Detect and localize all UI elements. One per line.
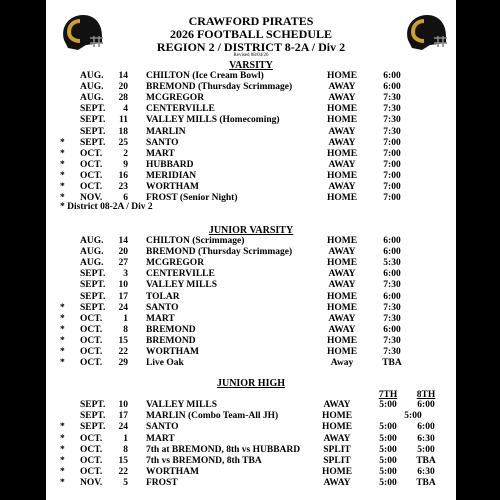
opponent: BREMOND [146,324,196,335]
location: AWAY [328,313,356,324]
location: AWAY [328,137,356,148]
kickoff-time: 7:30 [383,115,401,126]
table-row [46,115,456,126]
month: SEPT. [80,126,106,137]
table-row [46,82,456,93]
kickoff-time: 7:00 [383,148,401,159]
day: 24 [118,302,128,313]
day: 14 [118,236,128,246]
table-row [46,236,456,247]
day: 15 [118,456,128,466]
kickoff-time: 7:30 [383,347,401,357]
table-row [46,336,456,347]
opponent: MARLIN (Combo Team-All JH) [146,411,279,422]
day: 15 [118,335,128,346]
table-row [46,160,456,171]
table-row [46,358,456,369]
opponent: MCGREGOR [146,93,205,104]
location: AWAY [323,433,351,444]
table-row [46,71,456,82]
month: OCT. [80,433,103,444]
day: 18 [118,126,128,137]
location: AWAY [328,159,356,170]
kickoff-time: 6:00 [383,269,401,280]
kickoff-time: 7:00 [383,193,401,204]
location: HOME [326,104,358,115]
star-marker: * [60,422,65,433]
month: OCT. [80,324,103,335]
month: NOV. [80,193,103,204]
kickoff-time: 6:00 [383,291,401,302]
opponent: WORTHAM [146,182,199,192]
day: 4 [123,104,128,115]
location: AWAY [328,93,356,104]
opponent: MERIDIAN [146,170,197,181]
day: 5 [123,478,128,489]
time-7th: 5:00 [379,444,397,455]
table-row [46,93,456,104]
kickoff-time: 7:30 [383,335,401,346]
time-8th: TBA [416,478,436,489]
location: AWAY [323,400,351,410]
star-marker: * [60,148,65,159]
opponent: MCGREGOR [146,258,205,269]
star-marker: * [60,444,65,455]
month: SEPT. [80,280,106,291]
day: 27 [118,258,128,269]
star-marker: * [60,193,65,204]
star-marker: * [60,159,65,170]
star-marker: * [60,170,65,181]
location: HOME [326,170,358,181]
star-marker: * [60,358,65,369]
district-note: * District 08-2A / Div 2 [60,202,153,212]
month: SEPT. [80,269,106,280]
table-row [46,467,456,478]
time-8th: 6:00 [417,400,435,410]
day: 24 [118,422,128,433]
day: 23 [118,182,128,192]
schedule-sheet [46,0,456,500]
time-8th: 6:30 [417,467,435,478]
day: 25 [118,137,128,148]
time-8th: 6:30 [417,433,435,444]
opponent: SANTO [146,137,179,148]
month: SEPT. [80,400,106,410]
opponent: SANTO [146,422,179,433]
day: 2 [123,148,128,159]
star-marker: * [60,137,65,148]
table-row [46,138,456,149]
month: SEPT. [80,115,106,126]
time-7th: 5:00 [379,467,397,478]
jh-col-7th: 7TH [378,390,398,400]
opponent: VALLEY MILLS [146,400,218,410]
star-marker: * [60,313,65,324]
opponent: FROST [146,478,178,489]
kickoff-time: TBA [382,358,402,369]
location: HOME [321,422,353,433]
table-row [46,478,456,489]
opponent: Live Oak [146,358,184,369]
month: OCT. [80,148,103,159]
jv-heading: JUNIOR VARSITY [208,225,294,236]
day: 16 [118,170,128,181]
day: 20 [118,82,128,93]
jh-col-8th: 8TH [416,390,436,400]
opponent: CENTERVILLE [146,269,215,280]
location: HOME [326,193,358,204]
star-marker: * [60,467,65,478]
schedule-title: CRAWFORD PIRATES [188,14,314,28]
day: 29 [118,358,128,369]
schedule-subtitle: 2026 FOOTBALL SCHEDULE [169,27,333,41]
month: AUG. [80,82,104,93]
day: 11 [119,115,128,126]
day: 1 [123,433,128,444]
location: SPLIT [323,456,351,466]
day: 28 [118,93,128,104]
table-row [46,411,456,422]
table-row [46,422,456,433]
day: 17 [118,291,128,302]
month: OCT. [80,467,103,478]
star-marker: * [60,324,65,335]
kickoff-time: 6:00 [383,71,401,81]
location: HOME [326,258,358,269]
time-7th: 5:00 [379,456,397,466]
opponent: FROST (Senior Night) [146,193,238,204]
kickoff-time: 6:00 [383,236,401,246]
table-row [46,400,456,411]
day: 1 [123,313,128,324]
month: AUG. [80,258,104,269]
opponent: VALLEY MILLS [146,280,218,291]
opponent: CHILTON (Ice Cream Bowl) [146,71,264,81]
month: AUG. [80,93,104,104]
kickoff-time: 7:00 [383,137,401,148]
location: HOME [326,291,358,302]
varsity-heading: VARSITY [229,60,273,71]
month: OCT. [80,170,103,181]
kickoff-time: 7:30 [383,280,401,291]
opponent: HUBBARD [146,159,194,170]
location: AWAY [323,478,351,489]
location: AWAY [328,182,356,192]
star-marker: * [60,478,65,489]
opponent: BREMOND (Thursday Scrimmage) [146,247,293,258]
opponent: WORTHAM [146,347,199,357]
time-7th: 5:00 [379,478,397,489]
table-row [46,247,456,258]
month: AUG. [80,71,104,81]
time-7th: 5:00 [379,433,397,444]
opponent: BREMOND [146,335,196,346]
table-row [46,303,456,314]
location: HOME [326,347,358,357]
table-row [46,258,456,269]
day: 14 [118,71,128,81]
month: OCT. [80,444,103,455]
kickoff-time: 6:00 [383,324,401,335]
month: SEPT. [80,291,106,302]
location: AWAY [328,280,356,291]
table-row [46,292,456,303]
location: HOME [326,335,358,346]
time-combined: 5:00 [404,411,422,422]
table-row [46,127,456,138]
table-row [46,269,456,280]
location: HOME [321,467,353,478]
opponent: CENTERVILLE [146,104,215,115]
location: HOME [326,115,358,126]
day: 10 [118,400,128,410]
jh-heading: JUNIOR HIGH [216,378,286,389]
location: HOME [326,148,358,159]
table-row [46,280,456,291]
opponent: MART [146,148,175,159]
kickoff-time: 6:00 [383,247,401,258]
day: 3 [123,269,128,280]
day: 6 [123,193,128,204]
kickoff-time: 7:00 [383,182,401,192]
month: NOV. [80,478,103,489]
location: AWAY [328,82,356,93]
day: 22 [118,467,128,478]
month: OCT. [80,456,103,466]
table-row [46,171,456,182]
star-marker: * [60,456,65,466]
opponent: VALLEY MILLS (Homecoming) [146,115,280,126]
month: SEPT. [80,137,106,148]
kickoff-time: 7:30 [383,93,401,104]
day: 8 [123,444,128,455]
revised-date: Revised 08/04/26 [233,53,269,58]
table-row [46,445,456,456]
kickoff-time: 7:30 [383,104,401,115]
day: 8 [123,324,128,335]
kickoff-time: 7:00 [383,159,401,170]
month: OCT. [80,358,103,369]
location: HOME [326,236,358,246]
kickoff-time: 7:30 [383,302,401,313]
opponent: CHILTON (Scrimmage) [146,236,245,246]
location: SPLIT [323,444,351,455]
star-marker: * [60,335,65,346]
opponent: BREMOND (Thursday Scrimmage) [146,82,293,93]
opponent: MART [146,433,175,444]
kickoff-time: 7:30 [383,126,401,137]
time-8th: TBA [416,456,436,466]
month: OCT. [80,335,103,346]
month: OCT. [80,159,103,170]
table-row [46,456,456,467]
month: AUG. [80,247,104,258]
day: 20 [118,247,128,258]
opponent: 7th vs BREMOND, 8th TBA [146,456,262,466]
month: OCT. [80,182,103,192]
table-row [46,104,456,115]
opponent: WORTHAM [146,467,199,478]
star-marker: * [60,347,65,357]
location: Away [330,358,354,369]
schedule-region: REGION 2 / DISTRICT 8-2A / Div 2 [156,40,346,54]
month: SEPT. [80,104,106,115]
month: OCT. [80,313,103,324]
time-7th: 5:00 [379,422,397,433]
opponent: 7th at BREMOND, 8th vs HUBBARD [146,444,301,455]
location: HOME [326,302,358,313]
opponent: MART [146,313,175,324]
location: AWAY [328,324,356,335]
star-marker: * [60,433,65,444]
day: 17 [118,411,128,422]
opponent: TOLAR [146,291,180,302]
time-7th: 5:00 [379,400,397,410]
table-row [46,149,456,160]
location: AWAY [328,126,356,137]
opponent: SANTO [146,302,179,313]
location: AWAY [328,247,356,258]
table-row [46,434,456,445]
month: OCT. [80,347,103,357]
month: SEPT. [80,302,106,313]
month: SEPT. [80,411,106,422]
kickoff-time: 5:30 [383,258,401,269]
table-row [46,314,456,325]
star-marker: * [60,182,65,192]
day: 10 [118,280,128,291]
day: 22 [118,347,128,357]
time-8th: 6:00 [417,422,435,433]
month: SEPT. [80,422,106,433]
table-row [46,325,456,336]
table-row [46,347,456,358]
star-marker: * [60,302,65,313]
opponent: MARLIN [146,126,186,137]
day: 9 [123,159,128,170]
time-8th: 5:00 [417,444,435,455]
kickoff-time: 7:00 [383,170,401,181]
kickoff-time: 7:30 [383,313,401,324]
month: AUG. [80,236,104,246]
location: HOME [326,71,358,81]
table-row [46,182,456,193]
kickoff-time: 6:00 [383,82,401,93]
location: HOME [321,411,353,422]
location: AWAY [328,269,356,280]
